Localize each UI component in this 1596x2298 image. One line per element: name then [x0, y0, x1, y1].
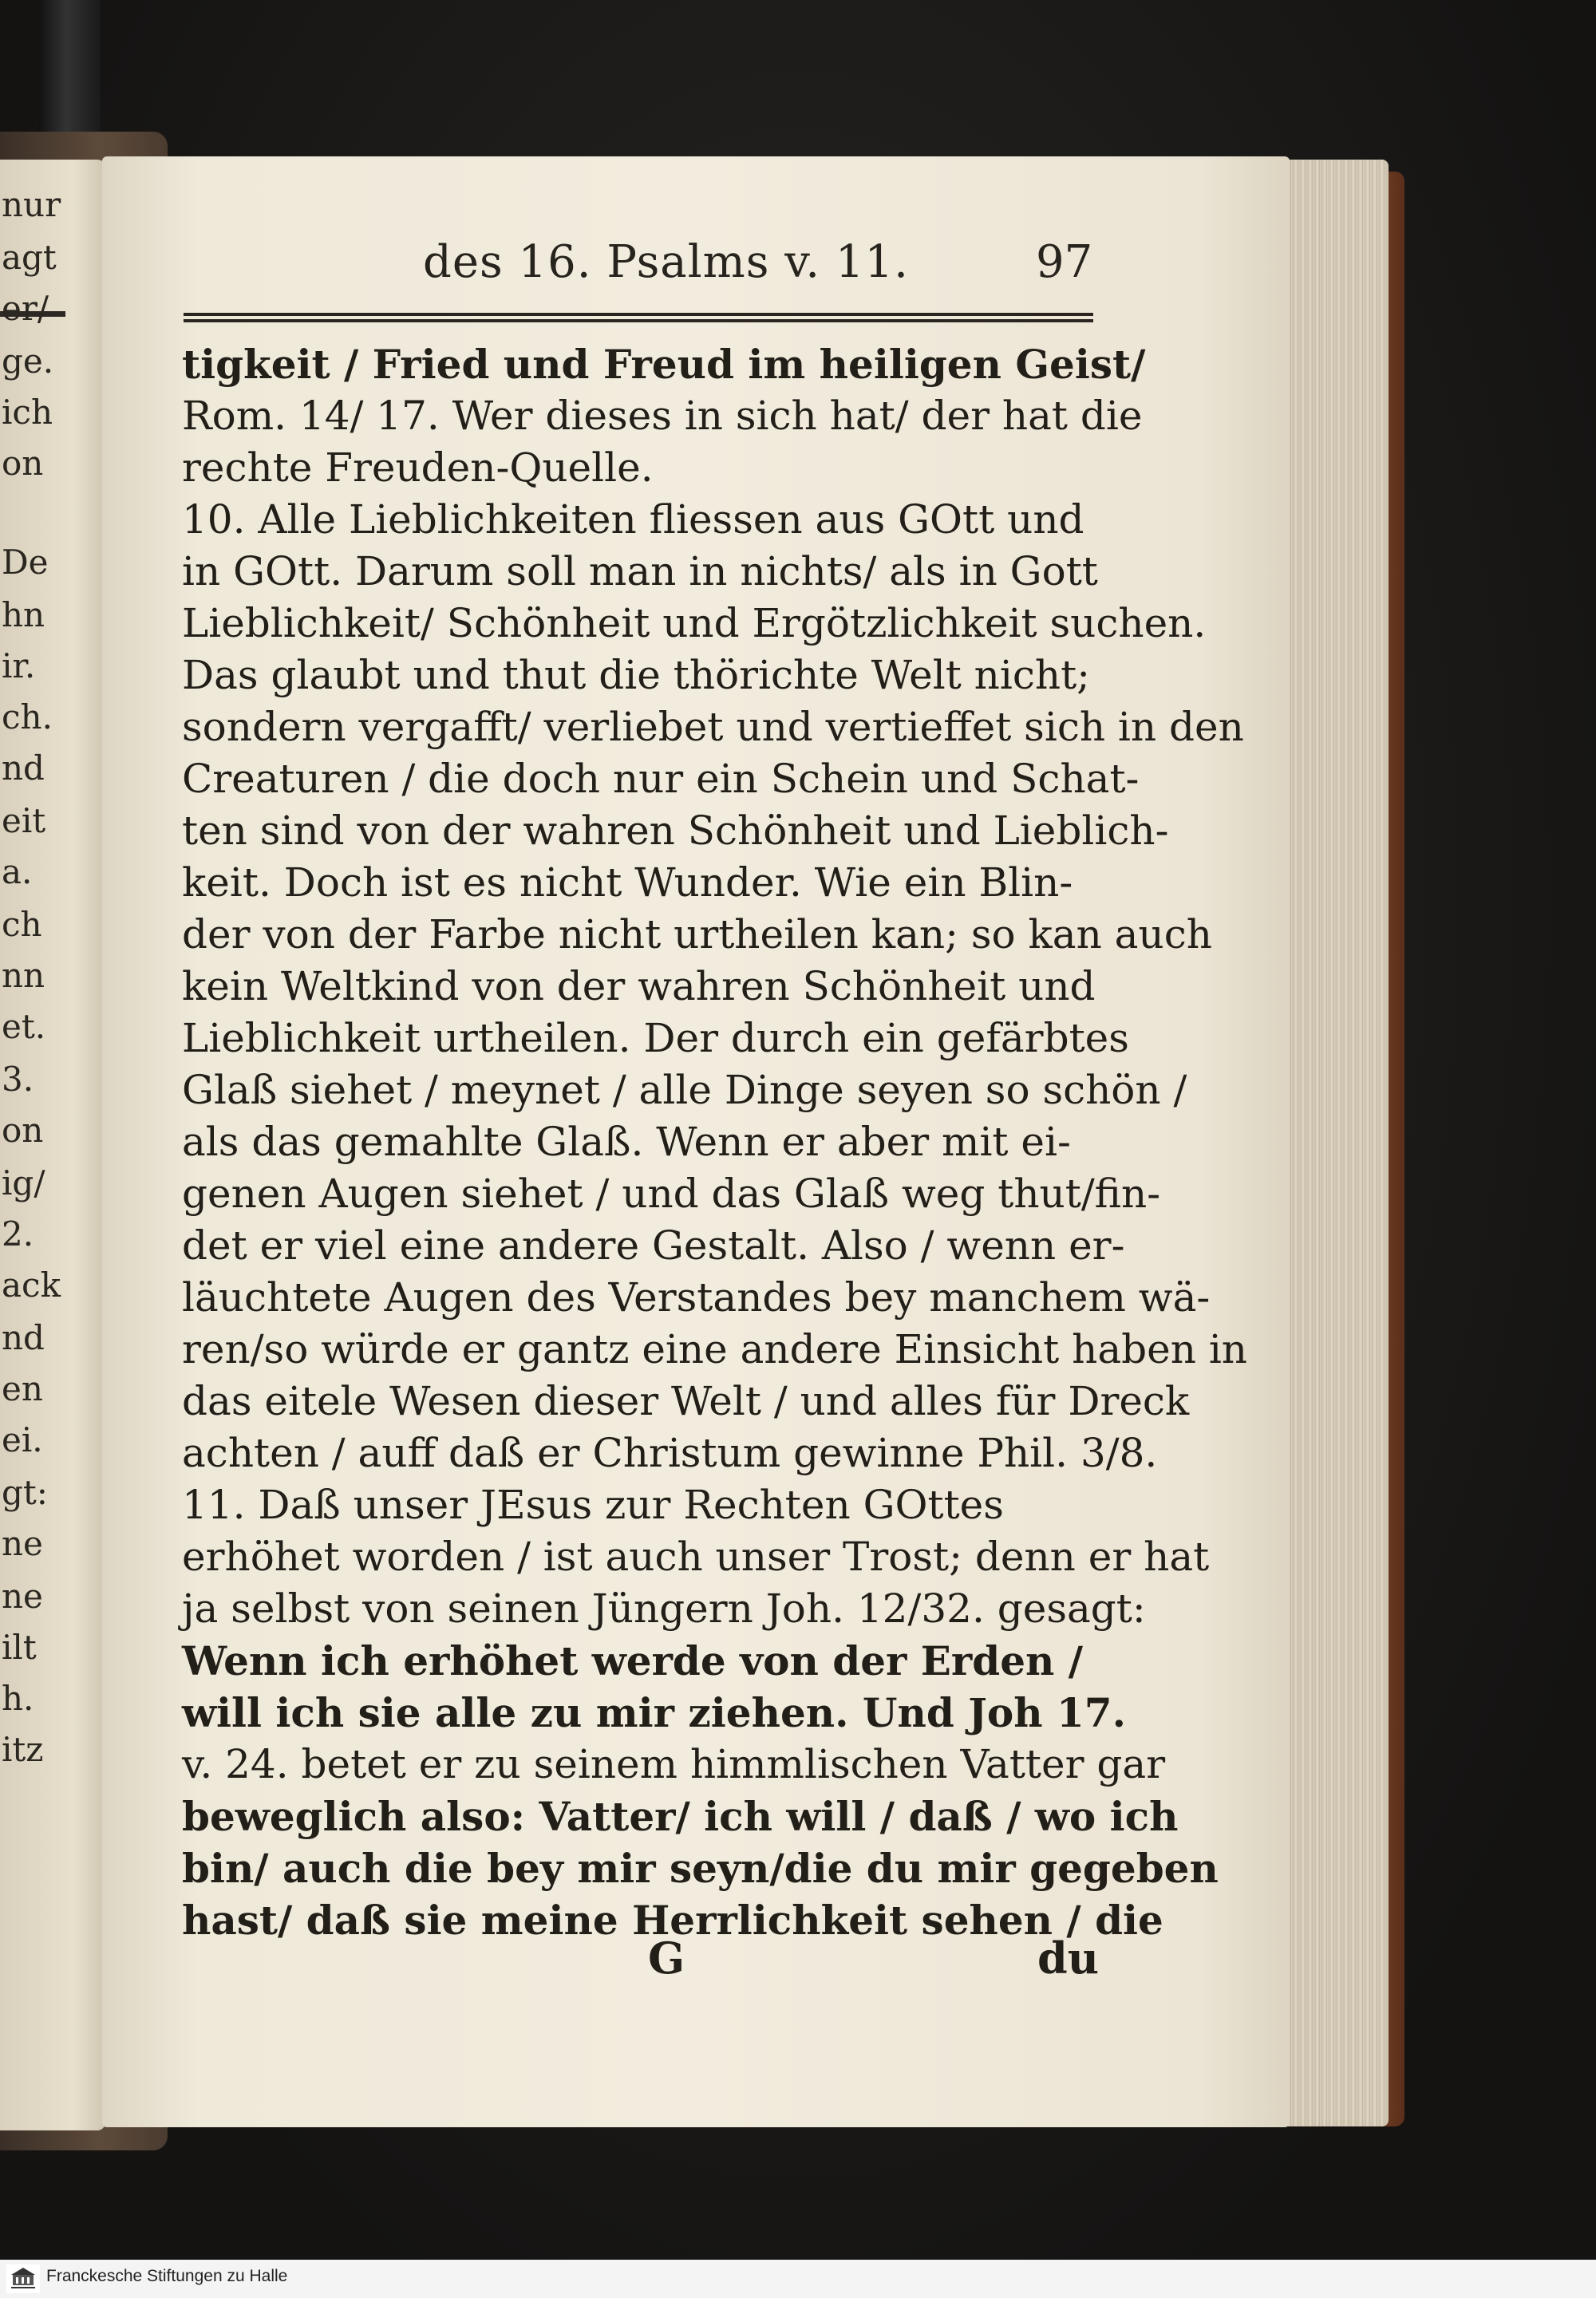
text-line: läuchtete Augen des Verstandes bey manchem wä-: [182, 1274, 1211, 1321]
text-line: beweglich also: Vatter/ ich will / daß / wo ich: [182, 1793, 1179, 1840]
left-page-fragment: itz: [2, 1730, 44, 1769]
text-line: der von der Farbe nicht urtheilen kan; so kan auch: [182, 911, 1212, 958]
left-page-fragment: 2.: [2, 1214, 34, 1254]
left-page-fragment: on: [2, 444, 44, 483]
text-line: 11. Daß unser JEsus zur Rechten GOttes: [182, 1482, 1004, 1528]
text-line: als das gemahlte Glaß. Wenn er aber mit ei-: [182, 1119, 1071, 1165]
text-line: Lieblichkeit urtheilen. Der durch ein gefärbtes: [182, 1015, 1129, 1061]
left-page-fragment: nur: [2, 185, 61, 224]
left-page-fragment: ack: [2, 1265, 61, 1305]
text-line: 10. Alle Lieblichkeiten fliessen aus GOtt und: [182, 496, 1084, 543]
left-page-fragment: ich: [2, 393, 53, 432]
text-line: Rom. 14/ 17. Wer dieses in sich hat/ der hat die: [182, 393, 1143, 439]
left-page-fragment: ne: [2, 1524, 43, 1563]
left-page-fragment: eit: [2, 801, 46, 840]
text-line: genen Augen siehet / und das Glaß weg thut/fin-: [182, 1171, 1161, 1217]
text-line: sondern vergafft/ verliebet und vertieffet sich in den: [182, 704, 1244, 750]
text-line: v. 24. betet er zu seinem himmlischen Vatter gar: [182, 1741, 1166, 1787]
text-line: Creaturen / die doch nur ein Schein und Schat-: [182, 756, 1140, 802]
left-page-fragment: h.: [2, 1679, 34, 1718]
text-line: kein Weltkind von der wahren Schönheit und: [182, 963, 1096, 1009]
left-page-fragment: nn: [2, 956, 45, 995]
left-page-fragment: nd: [2, 1318, 45, 1357]
text-line: Glaß siehet / meynet / alle Dinge seyen so schön /: [182, 1067, 1187, 1113]
text-line: erhöhet worden / ist auch unser Trost; denn er hat: [182, 1534, 1210, 1580]
text-line: rechte Freuden-Quelle.: [182, 444, 654, 491]
left-page-fragment: nd: [2, 748, 45, 788]
text-line: tigkeit / Fried und Freud im heiligen Geist/: [182, 341, 1146, 388]
running-head: des 16. Psalms v. 11.: [423, 236, 909, 288]
left-page-fragment: agt: [2, 238, 57, 277]
text-line: Wenn ich erhöhet werde von der Erden /: [182, 1637, 1084, 1684]
text-line: ren/so würde er gantz eine andere Einsicht haben in: [182, 1326, 1248, 1372]
text-line: keit. Doch ist es nicht Wunder. Wie ein Blin-: [182, 859, 1073, 906]
page-number: 97: [1036, 236, 1093, 288]
left-page-fragment: en: [2, 1369, 43, 1408]
catchword: du: [1037, 1933, 1100, 1984]
book-strap: [38, 0, 101, 140]
text-line: ja selbst von seinen Jüngern Joh. 12/32. gesagt:: [182, 1585, 1146, 1632]
left-page-fragment: ei.: [2, 1420, 43, 1459]
left-page-fragment: 3.: [2, 1060, 34, 1099]
text-line: will ich sie alle zu mir ziehen. Und Joh 17.: [182, 1689, 1127, 1736]
text-line: achten / auff daß er Christum gewinne Phil. 3/8.: [182, 1430, 1158, 1476]
left-page-fragment: on: [2, 1111, 44, 1150]
header-rule: [184, 313, 1093, 322]
text-line: in GOtt. Darum soll man in nichts/ als in Gott: [182, 548, 1098, 594]
institution-logo-icon: [6, 2264, 40, 2293]
left-page: [0, 160, 105, 2130]
page-edges: [1277, 160, 1389, 2126]
text-line: ten sind von der wahren Schönheit und Lieblich-: [182, 807, 1169, 854]
left-page-fragment: De: [2, 543, 49, 582]
left-page-fragment: ch.: [2, 697, 53, 736]
left-page-fragment: ir.: [2, 646, 36, 685]
text-line: Das glaubt und thut die thörichte Welt nicht;: [182, 652, 1091, 698]
text-line: bin/ auch die bey mir seyn/die du mir gegeben: [182, 1845, 1219, 1892]
left-page-fragment: hn: [2, 595, 45, 634]
text-line: det er viel eine andere Gestalt. Also / wenn er-: [182, 1222, 1125, 1269]
text-line: Lieblichkeit/ Schönheit und Ergötzlichkeit suchen.: [182, 600, 1207, 646]
signature-mark: G: [648, 1933, 685, 1984]
left-page-fragment: er/: [2, 289, 49, 328]
page-text: [182, 338, 1248, 1946]
footer-bar: [0, 2260, 1596, 2298]
text-line: das eitele Wesen dieser Welt / und alles für Dreck: [182, 1378, 1190, 1424]
left-page-fragment: ch: [2, 905, 42, 944]
left-page-fragment: a.: [2, 852, 33, 891]
left-page-fragment: ig/: [2, 1163, 45, 1202]
text-line: hast/ daß sie meine Herrlichkeit sehen / die: [182, 1897, 1163, 1944]
left-page-fragment: ge.: [2, 342, 54, 381]
left-page-fragment: et.: [2, 1007, 46, 1046]
left-page-fragment: ilt: [2, 1628, 37, 1667]
left-page-fragment: gt:: [2, 1473, 48, 1512]
footer-text: Franckesche Stiftungen zu Halle: [46, 2267, 288, 2285]
left-page-fragment: ne: [2, 1577, 43, 1616]
